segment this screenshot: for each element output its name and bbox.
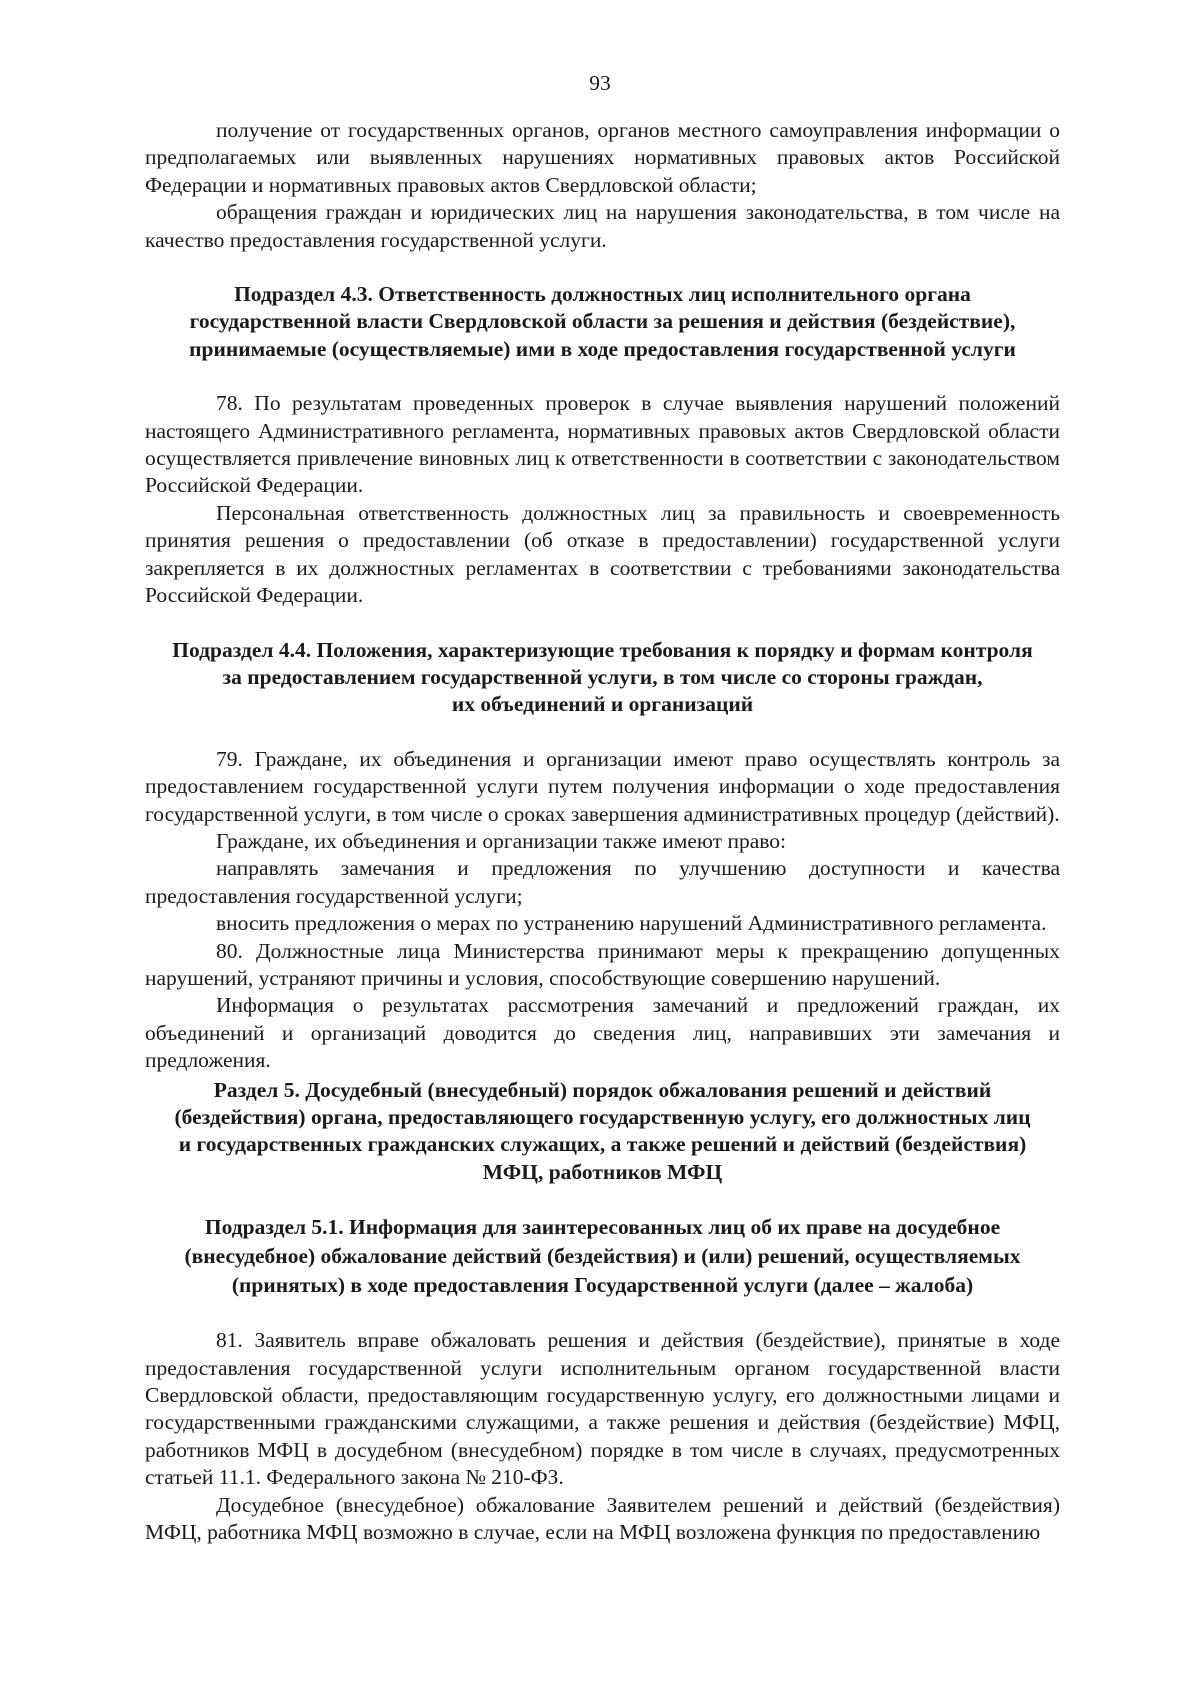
heading-line: (внесудебное) обжалование действий (бездействия) и (или) решений, осуществляемых	[184, 1244, 1021, 1269]
paragraph: направлять замечания и предложения по улучшению доступности и качества предоставления государственной услуги;	[145, 856, 1060, 908]
heading-line: государственной власти Свердловской области за решения и действия (бездействие),	[189, 309, 1016, 334]
heading-line: Подраздел 5.1. Информация для заинтересованных лиц об их праве на досудебное	[204, 1215, 1001, 1240]
heading-line: за предоставлением государственной услуги, в том числе со стороны граждан,	[222, 664, 983, 689]
heading-line: принимаемые (осуществляемые) ими в ходе предоставления государственной услуги	[189, 336, 1016, 361]
paragraph: Персональная ответственность должностных лиц за правильность и своевременность принятия решения о предоставлении (об отказе в предоставлении) государственной услуги закрепляется в их должностных регламентах в соответствии с требованиями законодательства Российской Федерации.	[145, 500, 1060, 608]
document-body	[145, 117, 1060, 1546]
heading-line: МФЦ, работников МФЦ	[482, 1159, 723, 1184]
heading-line: Подраздел 4.4. Положения, характеризующие требования к порядку и формам контроля	[172, 637, 1033, 662]
paragraph: Информация о результатах рассмотрения замечаний и предложений граждан, их объединений и организаций доводится до сведения лиц, направивших эти замечания и предложения.	[145, 993, 1060, 1073]
heading-line: (принятых) в ходе предоставления Государственной услуги (далее – жалоба)	[231, 1273, 974, 1298]
heading-line: (бездействия) органа, предоставляющего государственную услугу, его должностных лиц	[174, 1105, 1031, 1129]
paragraph: Досудебное (внесудебное) обжалование Заявителем решений и действий (бездействия) МФЦ, работника МФЦ возможно в случае, если на МФЦ возложена функция по предоставлению	[145, 1492, 1060, 1545]
heading-section-5	[145, 1077, 1060, 1187]
paragraph: вносить предложения о мерах по устранению нарушений Административного регламента.	[216, 911, 1047, 936]
paragraph: обращения граждан и юридических лиц на нарушения законодательства, в том числе на качество предоставления государственной услуги.	[145, 200, 1060, 252]
page-number: 93	[589, 71, 611, 95]
heading-line: Подраздел 4.3. Ответственность должностных лиц исполнительного органа	[234, 282, 971, 307]
paragraph-78: 78. По результатам проведенных проверок в случае выявления нарушений положений настоящего Административного регламента, нормативных правовых актов Свердловской области осуществляется привлечение виновных лиц к ответственности в соответствии с законодательством Российской Федерации.	[145, 391, 1060, 498]
paragraph-81: 81. Заявитель вправе обжаловать решения и действия (бездействие), принятые в ходе предоставления государственной услуги исполнительным органом государственной власти Свердловской области, предоставляющим государственную услугу, его должностными лицами и государственными гражданскими служащими, а также решения и действия (бездействие) МФЦ, работников МФЦ в досудебном (внесудебном) порядке в том числе в случаях, предусмотренных статьей 11.1. Федерального закона № 210-ФЗ.	[145, 1328, 1060, 1490]
paragraph: получение от государственных органов, органов местного самоуправления информации о предполагаемых или выявленных нарушениях нормативных правовых актов Российской Федерации и нормативных правовых актов Свердловской области;	[145, 118, 1060, 197]
heading-subsection-5-1	[145, 1213, 1060, 1300]
heading-subsection-4-3	[145, 281, 1060, 363]
paragraph-80: 80. Должностные лица Министерства принимают меры к прекращению допущенных нарушений, устраняют причины и условия, способствующие совершению нарушений.	[145, 938, 1060, 990]
heading-line: Раздел 5. Досудебный (внесудебный) порядок обжалования решений и действий	[213, 1077, 992, 1102]
paragraph: Граждане, их объединения и организации также имеют право:	[216, 828, 786, 853]
paragraph-79: 79. Граждане, их объединения и организации имеют право осуществлять контроль за предоставлением государственной услуги путем получения информации о ходе предоставления государственной услуги, в том числе о сроках завершения административных процедур (действий).	[145, 746, 1060, 826]
heading-line: и государственных гражданских служащих, а также решений и действий (бездействия)	[178, 1132, 1027, 1157]
heading-subsection-4-4	[145, 637, 1060, 719]
heading-line: их объединений и организаций	[451, 692, 754, 717]
